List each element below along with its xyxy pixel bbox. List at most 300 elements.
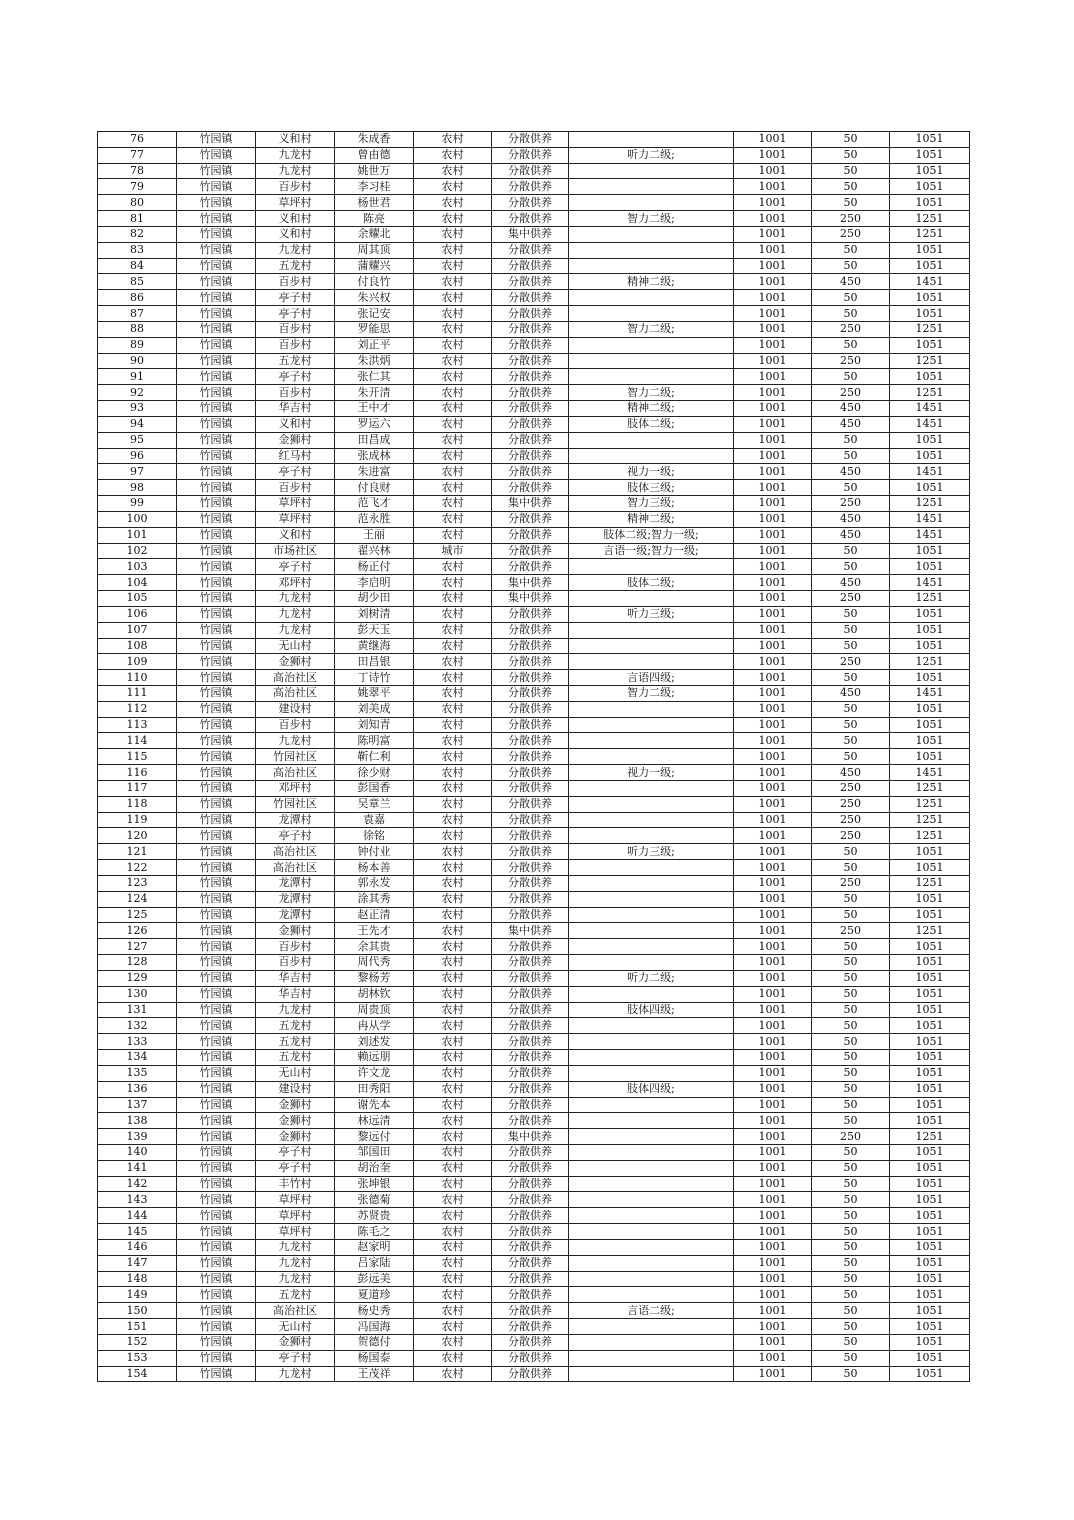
town-cell: 竹园镇 bbox=[177, 432, 256, 448]
disability-cell bbox=[569, 1334, 734, 1350]
disability-cell bbox=[569, 353, 734, 369]
disability-cell: 肢体四级; bbox=[569, 1081, 734, 1097]
subsidy-amount-cell: 50 bbox=[812, 1018, 890, 1034]
town-cell: 竹园镇 bbox=[177, 1160, 256, 1176]
town-cell: 竹园镇 bbox=[177, 606, 256, 622]
support-type-cell: 分散供养 bbox=[492, 670, 569, 686]
name-cell: 王丽 bbox=[335, 527, 414, 543]
total-amount-cell: 1051 bbox=[890, 891, 970, 907]
village-cell: 金狮村 bbox=[256, 1129, 335, 1145]
village-cell: 无山村 bbox=[256, 1065, 335, 1081]
basic-amount-cell: 1001 bbox=[734, 416, 812, 432]
support-type-cell: 分散供养 bbox=[492, 812, 569, 828]
town-cell: 竹园镇 bbox=[177, 939, 256, 955]
table-row bbox=[98, 1255, 970, 1271]
household-type-cell: 农村 bbox=[414, 1303, 492, 1319]
support-type-cell: 分散供养 bbox=[492, 258, 569, 274]
subsidy-amount-cell: 450 bbox=[812, 511, 890, 527]
town-cell: 竹园镇 bbox=[177, 274, 256, 290]
basic-amount-cell: 1001 bbox=[734, 496, 812, 512]
village-cell: 亭子村 bbox=[256, 828, 335, 844]
name-cell: 赵家明 bbox=[335, 1239, 414, 1255]
town-cell: 竹园镇 bbox=[177, 860, 256, 876]
town-cell: 竹园镇 bbox=[177, 321, 256, 337]
household-type-cell: 农村 bbox=[414, 401, 492, 417]
village-cell: 龙潭村 bbox=[256, 875, 335, 891]
household-type-cell: 农村 bbox=[414, 1034, 492, 1050]
support-type-cell: 分散供养 bbox=[492, 337, 569, 353]
basic-amount-cell: 1001 bbox=[734, 559, 812, 575]
village-cell: 建设村 bbox=[256, 701, 335, 717]
table-row bbox=[98, 606, 970, 622]
table-row bbox=[98, 306, 970, 322]
table-row bbox=[98, 1319, 970, 1335]
basic-amount-cell: 1001 bbox=[734, 970, 812, 986]
table-row bbox=[98, 448, 970, 464]
subsidy-amount-cell: 450 bbox=[812, 464, 890, 480]
subsidy-amount-cell: 50 bbox=[812, 1192, 890, 1208]
town-cell: 竹园镇 bbox=[177, 1224, 256, 1240]
household-type-cell: 农村 bbox=[414, 1239, 492, 1255]
household-type-cell: 农村 bbox=[414, 226, 492, 242]
table-row bbox=[98, 242, 970, 258]
disability-cell bbox=[569, 369, 734, 385]
table-row bbox=[98, 907, 970, 923]
support-type-cell: 分散供养 bbox=[492, 1097, 569, 1113]
disability-cell bbox=[569, 1129, 734, 1145]
subsidy-amount-cell: 250 bbox=[812, 496, 890, 512]
disability-cell bbox=[569, 1097, 734, 1113]
table-row bbox=[98, 1176, 970, 1192]
seq-cell: 104 bbox=[98, 575, 177, 591]
disability-cell bbox=[569, 780, 734, 796]
total-amount-cell: 1051 bbox=[890, 448, 970, 464]
name-cell: 田昌银 bbox=[335, 654, 414, 670]
name-cell: 范永胜 bbox=[335, 511, 414, 527]
household-type-cell: 农村 bbox=[414, 147, 492, 163]
household-type-cell: 农村 bbox=[414, 891, 492, 907]
name-cell: 朱兴权 bbox=[335, 290, 414, 306]
basic-amount-cell: 1001 bbox=[734, 1287, 812, 1303]
subsidy-amount-cell: 250 bbox=[812, 353, 890, 369]
basic-amount-cell: 1001 bbox=[734, 464, 812, 480]
village-cell: 亭子村 bbox=[256, 306, 335, 322]
support-type-cell: 分散供养 bbox=[492, 290, 569, 306]
name-cell: 胡林钦 bbox=[335, 986, 414, 1002]
disability-cell bbox=[569, 860, 734, 876]
support-type-cell: 集中供养 bbox=[492, 575, 569, 591]
disability-cell bbox=[569, 1287, 734, 1303]
village-cell: 高治社区 bbox=[256, 670, 335, 686]
basic-amount-cell: 1001 bbox=[734, 733, 812, 749]
table-body bbox=[98, 132, 970, 1382]
household-type-cell: 农村 bbox=[414, 448, 492, 464]
basic-amount-cell: 1001 bbox=[734, 211, 812, 227]
total-amount-cell: 1451 bbox=[890, 685, 970, 701]
basic-amount-cell: 1001 bbox=[734, 1081, 812, 1097]
disability-cell: 言语二级; bbox=[569, 1303, 734, 1319]
seq-cell: 91 bbox=[98, 369, 177, 385]
table-row bbox=[98, 1334, 970, 1350]
support-type-cell: 分散供养 bbox=[492, 306, 569, 322]
town-cell: 竹园镇 bbox=[177, 1208, 256, 1224]
household-type-cell: 农村 bbox=[414, 923, 492, 939]
village-cell: 建设村 bbox=[256, 1081, 335, 1097]
support-type-cell: 分散供养 bbox=[492, 875, 569, 891]
subsidy-amount-cell: 250 bbox=[812, 1129, 890, 1145]
total-amount-cell: 1051 bbox=[890, 860, 970, 876]
total-amount-cell: 1051 bbox=[890, 369, 970, 385]
seq-cell: 150 bbox=[98, 1303, 177, 1319]
village-cell: 高治社区 bbox=[256, 844, 335, 860]
subsidy-amount-cell: 50 bbox=[812, 638, 890, 654]
disability-cell bbox=[569, 1319, 734, 1335]
subsidy-amount-cell: 250 bbox=[812, 654, 890, 670]
name-cell: 杨世君 bbox=[335, 195, 414, 211]
household-type-cell: 农村 bbox=[414, 306, 492, 322]
disability-cell bbox=[569, 306, 734, 322]
seq-cell: 134 bbox=[98, 1050, 177, 1066]
basic-amount-cell: 1001 bbox=[734, 1034, 812, 1050]
town-cell: 竹园镇 bbox=[177, 575, 256, 591]
support-type-cell: 分散供养 bbox=[492, 401, 569, 417]
basic-amount-cell: 1001 bbox=[734, 860, 812, 876]
total-amount-cell: 1051 bbox=[890, 955, 970, 971]
household-type-cell: 农村 bbox=[414, 591, 492, 607]
subsidy-amount-cell: 50 bbox=[812, 480, 890, 496]
table-row bbox=[98, 923, 970, 939]
name-cell: 徐少财 bbox=[335, 765, 414, 781]
table-row bbox=[98, 1271, 970, 1287]
name-cell: 胡少田 bbox=[335, 591, 414, 607]
seq-cell: 130 bbox=[98, 986, 177, 1002]
basic-amount-cell: 1001 bbox=[734, 654, 812, 670]
total-amount-cell: 1451 bbox=[890, 575, 970, 591]
total-amount-cell: 1251 bbox=[890, 226, 970, 242]
disability-cell bbox=[569, 290, 734, 306]
village-cell: 无山村 bbox=[256, 638, 335, 654]
household-type-cell: 农村 bbox=[414, 1065, 492, 1081]
name-cell: 张记安 bbox=[335, 306, 414, 322]
support-type-cell: 分散供养 bbox=[492, 1287, 569, 1303]
basic-amount-cell: 1001 bbox=[734, 1018, 812, 1034]
household-type-cell: 农村 bbox=[414, 559, 492, 575]
disability-cell bbox=[569, 179, 734, 195]
subsidy-amount-cell: 50 bbox=[812, 939, 890, 955]
subsidy-amount-cell: 250 bbox=[812, 385, 890, 401]
support-type-cell: 分散供养 bbox=[492, 242, 569, 258]
household-type-cell: 农村 bbox=[414, 195, 492, 211]
village-cell: 百步村 bbox=[256, 321, 335, 337]
town-cell: 竹园镇 bbox=[177, 844, 256, 860]
town-cell: 竹园镇 bbox=[177, 765, 256, 781]
seq-cell: 143 bbox=[98, 1192, 177, 1208]
support-type-cell: 分散供养 bbox=[492, 828, 569, 844]
name-cell: 袁嘉 bbox=[335, 812, 414, 828]
name-cell: 张德菊 bbox=[335, 1192, 414, 1208]
total-amount-cell: 1451 bbox=[890, 527, 970, 543]
household-type-cell: 农村 bbox=[414, 875, 492, 891]
household-type-cell: 农村 bbox=[414, 1160, 492, 1176]
basic-amount-cell: 1001 bbox=[734, 353, 812, 369]
village-cell: 丰竹村 bbox=[256, 1176, 335, 1192]
village-cell: 五龙村 bbox=[256, 258, 335, 274]
disability-cell: 听力二级; bbox=[569, 970, 734, 986]
table-row bbox=[98, 432, 970, 448]
total-amount-cell: 1051 bbox=[890, 1224, 970, 1240]
basic-amount-cell: 1001 bbox=[734, 480, 812, 496]
disability-cell: 肢体二级; bbox=[569, 575, 734, 591]
support-type-cell: 分散供养 bbox=[492, 860, 569, 876]
household-type-cell: 农村 bbox=[414, 970, 492, 986]
support-type-cell: 分散供养 bbox=[492, 1113, 569, 1129]
subsidy-amount-cell: 250 bbox=[812, 875, 890, 891]
basic-amount-cell: 1001 bbox=[734, 1208, 812, 1224]
subsidy-amount-cell: 50 bbox=[812, 1002, 890, 1018]
town-cell: 竹园镇 bbox=[177, 923, 256, 939]
total-amount-cell: 1051 bbox=[890, 1287, 970, 1303]
table-row bbox=[98, 258, 970, 274]
name-cell: 王茂祥 bbox=[335, 1366, 414, 1382]
household-type-cell: 农村 bbox=[414, 654, 492, 670]
support-type-cell: 分散供养 bbox=[492, 1303, 569, 1319]
seq-cell: 111 bbox=[98, 685, 177, 701]
basic-amount-cell: 1001 bbox=[734, 1319, 812, 1335]
household-type-cell: 农村 bbox=[414, 1097, 492, 1113]
name-cell: 涂其秀 bbox=[335, 891, 414, 907]
village-cell: 百步村 bbox=[256, 939, 335, 955]
household-type-cell: 农村 bbox=[414, 765, 492, 781]
basic-amount-cell: 1001 bbox=[734, 1224, 812, 1240]
household-type-cell: 农村 bbox=[414, 717, 492, 733]
village-cell: 五龙村 bbox=[256, 1287, 335, 1303]
subsidy-amount-cell: 50 bbox=[812, 179, 890, 195]
village-cell: 高治社区 bbox=[256, 1303, 335, 1319]
basic-amount-cell: 1001 bbox=[734, 1303, 812, 1319]
disability-cell: 视力一级; bbox=[569, 765, 734, 781]
village-cell: 百步村 bbox=[256, 337, 335, 353]
support-type-cell: 分散供养 bbox=[492, 1050, 569, 1066]
total-amount-cell: 1051 bbox=[890, 242, 970, 258]
disability-cell bbox=[569, 828, 734, 844]
subsidy-amount-cell: 250 bbox=[812, 812, 890, 828]
support-type-cell: 分散供养 bbox=[492, 511, 569, 527]
subsidy-amount-cell: 50 bbox=[812, 1350, 890, 1366]
table-row bbox=[98, 1002, 970, 1018]
seq-cell: 88 bbox=[98, 321, 177, 337]
village-cell: 百步村 bbox=[256, 717, 335, 733]
basic-amount-cell: 1001 bbox=[734, 163, 812, 179]
seq-cell: 128 bbox=[98, 955, 177, 971]
household-type-cell: 农村 bbox=[414, 211, 492, 227]
village-cell: 亭子村 bbox=[256, 559, 335, 575]
seq-cell: 136 bbox=[98, 1081, 177, 1097]
support-type-cell: 分散供养 bbox=[492, 195, 569, 211]
support-type-cell: 分散供养 bbox=[492, 622, 569, 638]
total-amount-cell: 1051 bbox=[890, 1366, 970, 1382]
seq-cell: 95 bbox=[98, 432, 177, 448]
table-row bbox=[98, 955, 970, 971]
basic-amount-cell: 1001 bbox=[734, 591, 812, 607]
disability-cell: 肢体二级; bbox=[569, 416, 734, 432]
seq-cell: 97 bbox=[98, 464, 177, 480]
subsidy-amount-cell: 50 bbox=[812, 1208, 890, 1224]
seq-cell: 102 bbox=[98, 543, 177, 559]
disability-cell bbox=[569, 638, 734, 654]
name-cell: 翟兴林 bbox=[335, 543, 414, 559]
basic-amount-cell: 1001 bbox=[734, 306, 812, 322]
village-cell: 九龙村 bbox=[256, 1239, 335, 1255]
subsidy-amount-cell: 50 bbox=[812, 337, 890, 353]
disability-cell bbox=[569, 1176, 734, 1192]
total-amount-cell: 1251 bbox=[890, 211, 970, 227]
seq-cell: 129 bbox=[98, 970, 177, 986]
household-type-cell: 农村 bbox=[414, 575, 492, 591]
name-cell: 罗运六 bbox=[335, 416, 414, 432]
basic-amount-cell: 1001 bbox=[734, 1113, 812, 1129]
support-type-cell: 分散供养 bbox=[492, 1319, 569, 1335]
basic-amount-cell: 1001 bbox=[734, 1160, 812, 1176]
disability-cell bbox=[569, 1145, 734, 1161]
disability-cell bbox=[569, 163, 734, 179]
support-type-cell: 分散供养 bbox=[492, 147, 569, 163]
seq-cell: 109 bbox=[98, 654, 177, 670]
basic-amount-cell: 1001 bbox=[734, 226, 812, 242]
subsidy-amount-cell: 450 bbox=[812, 575, 890, 591]
total-amount-cell: 1051 bbox=[890, 1050, 970, 1066]
disability-cell bbox=[569, 448, 734, 464]
seq-cell: 121 bbox=[98, 844, 177, 860]
disability-cell bbox=[569, 796, 734, 812]
village-cell: 草坪村 bbox=[256, 496, 335, 512]
town-cell: 竹园镇 bbox=[177, 1366, 256, 1382]
name-cell: 张坤银 bbox=[335, 1176, 414, 1192]
village-cell: 龙潭村 bbox=[256, 891, 335, 907]
household-type-cell: 农村 bbox=[414, 1271, 492, 1287]
total-amount-cell: 1051 bbox=[890, 432, 970, 448]
total-amount-cell: 1051 bbox=[890, 717, 970, 733]
subsidy-amount-cell: 50 bbox=[812, 1097, 890, 1113]
table-row bbox=[98, 828, 970, 844]
basic-amount-cell: 1001 bbox=[734, 1255, 812, 1271]
table-row bbox=[98, 765, 970, 781]
seq-cell: 152 bbox=[98, 1334, 177, 1350]
town-cell: 竹园镇 bbox=[177, 685, 256, 701]
support-type-cell: 分散供养 bbox=[492, 416, 569, 432]
name-cell: 林远清 bbox=[335, 1113, 414, 1129]
village-cell: 九龙村 bbox=[256, 163, 335, 179]
basic-amount-cell: 1001 bbox=[734, 1271, 812, 1287]
total-amount-cell: 1451 bbox=[890, 464, 970, 480]
town-cell: 竹园镇 bbox=[177, 1050, 256, 1066]
table-row bbox=[98, 543, 970, 559]
household-type-cell: 农村 bbox=[414, 1145, 492, 1161]
town-cell: 竹园镇 bbox=[177, 1002, 256, 1018]
table-row bbox=[98, 670, 970, 686]
disability-cell bbox=[569, 717, 734, 733]
name-cell: 郭永发 bbox=[335, 875, 414, 891]
town-cell: 竹园镇 bbox=[177, 796, 256, 812]
table-row bbox=[98, 891, 970, 907]
support-type-cell: 分散供养 bbox=[492, 685, 569, 701]
village-cell: 五龙村 bbox=[256, 353, 335, 369]
name-cell: 黎远付 bbox=[335, 1129, 414, 1145]
total-amount-cell: 1251 bbox=[890, 385, 970, 401]
table-row bbox=[98, 416, 970, 432]
village-cell: 百步村 bbox=[256, 385, 335, 401]
seq-cell: 94 bbox=[98, 416, 177, 432]
basic-amount-cell: 1001 bbox=[734, 337, 812, 353]
name-cell: 朱进富 bbox=[335, 464, 414, 480]
total-amount-cell: 1051 bbox=[890, 1303, 970, 1319]
support-type-cell: 分散供养 bbox=[492, 1145, 569, 1161]
basic-amount-cell: 1001 bbox=[734, 132, 812, 148]
seq-cell: 98 bbox=[98, 480, 177, 496]
table-row bbox=[98, 527, 970, 543]
town-cell: 竹园镇 bbox=[177, 717, 256, 733]
total-amount-cell: 1251 bbox=[890, 828, 970, 844]
support-type-cell: 分散供养 bbox=[492, 970, 569, 986]
household-type-cell: 农村 bbox=[414, 132, 492, 148]
disability-cell: 智力二级; bbox=[569, 211, 734, 227]
town-cell: 竹园镇 bbox=[177, 891, 256, 907]
table-row bbox=[98, 401, 970, 417]
household-type-cell: 农村 bbox=[414, 796, 492, 812]
total-amount-cell: 1051 bbox=[890, 163, 970, 179]
seq-cell: 89 bbox=[98, 337, 177, 353]
village-cell: 华吉村 bbox=[256, 970, 335, 986]
seq-cell: 144 bbox=[98, 1208, 177, 1224]
support-type-cell: 分散供养 bbox=[492, 559, 569, 575]
subsidy-amount-cell: 50 bbox=[812, 242, 890, 258]
household-type-cell: 农村 bbox=[414, 1334, 492, 1350]
total-amount-cell: 1451 bbox=[890, 511, 970, 527]
name-cell: 姚翠平 bbox=[335, 685, 414, 701]
seq-cell: 80 bbox=[98, 195, 177, 211]
village-cell: 九龙村 bbox=[256, 591, 335, 607]
household-type-cell: 农村 bbox=[414, 1192, 492, 1208]
town-cell: 竹园镇 bbox=[177, 559, 256, 575]
subsidy-amount-cell: 50 bbox=[812, 369, 890, 385]
basic-amount-cell: 1001 bbox=[734, 1097, 812, 1113]
town-cell: 竹园镇 bbox=[177, 511, 256, 527]
subsidy-amount-cell: 50 bbox=[812, 1176, 890, 1192]
disability-cell bbox=[569, 1050, 734, 1066]
total-amount-cell: 1051 bbox=[890, 986, 970, 1002]
subsidy-amount-cell: 50 bbox=[812, 907, 890, 923]
basic-amount-cell: 1001 bbox=[734, 274, 812, 290]
basic-amount-cell: 1001 bbox=[734, 258, 812, 274]
household-type-cell: 农村 bbox=[414, 432, 492, 448]
subsidy-amount-cell: 50 bbox=[812, 860, 890, 876]
household-type-cell: 农村 bbox=[414, 1208, 492, 1224]
total-amount-cell: 1051 bbox=[890, 306, 970, 322]
name-cell: 胡治奎 bbox=[335, 1160, 414, 1176]
disability-cell bbox=[569, 622, 734, 638]
village-cell: 百步村 bbox=[256, 274, 335, 290]
subsidy-amount-cell: 50 bbox=[812, 1160, 890, 1176]
household-type-cell: 农村 bbox=[414, 844, 492, 860]
disability-cell: 智力三级; bbox=[569, 496, 734, 512]
household-type-cell: 农村 bbox=[414, 939, 492, 955]
village-cell: 九龙村 bbox=[256, 1255, 335, 1271]
village-cell: 邓坪村 bbox=[256, 780, 335, 796]
table-row bbox=[98, 701, 970, 717]
total-amount-cell: 1051 bbox=[890, 1034, 970, 1050]
table-row bbox=[98, 1239, 970, 1255]
subsidy-amount-cell: 50 bbox=[812, 448, 890, 464]
support-type-cell: 分散供养 bbox=[492, 1334, 569, 1350]
